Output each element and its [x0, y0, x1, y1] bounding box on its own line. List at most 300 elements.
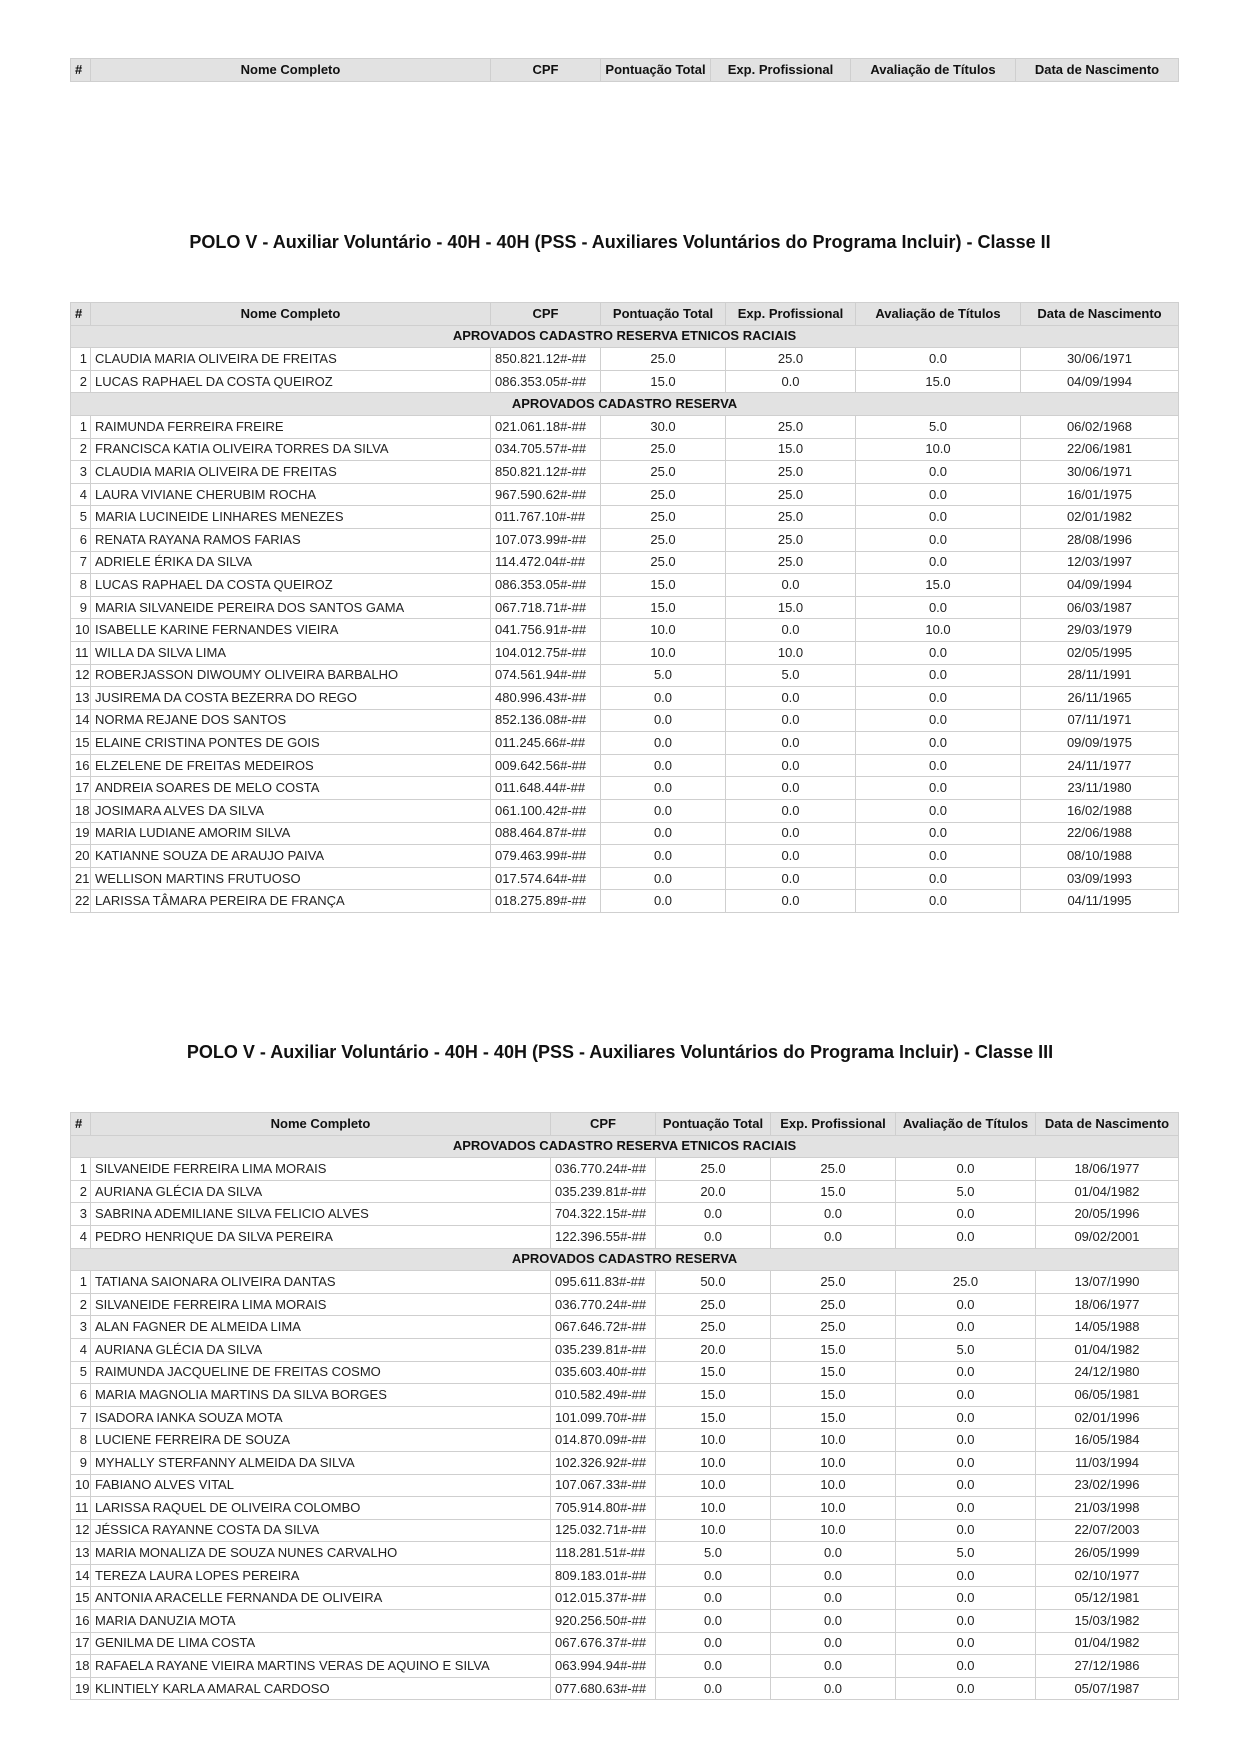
- name-cell: CLAUDIA MARIA OLIVEIRA DE FREITAS: [91, 461, 491, 484]
- rank-cell: 12: [71, 664, 91, 687]
- experience-cell: 10.0: [726, 641, 856, 664]
- table-row: [71, 461, 1179, 484]
- column-header: Data de Nascimento: [1036, 1113, 1179, 1136]
- column-header: Exp. Profissional: [711, 59, 851, 82]
- rank-cell: 6: [71, 528, 91, 551]
- table-row: [71, 415, 1179, 438]
- experience-cell: 0.0: [726, 845, 856, 868]
- name-cell: MYHALLY STERFANNY ALMEIDA DA SILVA: [91, 1451, 551, 1474]
- birthdate-cell: 28/11/1991: [1021, 664, 1179, 687]
- rank-cell: 18: [71, 1655, 91, 1678]
- cpf-cell: 010.582.49#-##: [551, 1384, 656, 1407]
- name-cell: ADRIELE ÉRIKA DA SILVA: [91, 551, 491, 574]
- rank-cell: 1: [71, 1271, 91, 1294]
- experience-cell: 0.0: [726, 754, 856, 777]
- experience-cell: 0.0: [771, 1542, 896, 1565]
- table-row: [71, 1316, 1179, 1339]
- experience-cell: 0.0: [771, 1632, 896, 1655]
- group-label: APROVADOS CADASTRO RESERVA: [71, 1248, 1179, 1271]
- total-score-cell: 25.0: [656, 1316, 771, 1339]
- rank-cell: 10: [71, 1474, 91, 1497]
- column-header: Pontuação Total: [656, 1113, 771, 1136]
- name-cell: KATIANNE SOUZA DE ARAUJO PAIVA: [91, 845, 491, 868]
- titles-cell: 0.0: [896, 1451, 1036, 1474]
- total-score-cell: 25.0: [656, 1293, 771, 1316]
- rank-cell: 1: [71, 415, 91, 438]
- rank-cell: 4: [71, 1338, 91, 1361]
- total-score-cell: 0.0: [656, 1655, 771, 1678]
- experience-cell: 0.0: [726, 867, 856, 890]
- titles-cell: 0.0: [896, 1429, 1036, 1452]
- table-row: [71, 867, 1179, 890]
- column-header: Pontuação Total: [601, 303, 726, 326]
- cpf-cell: 036.770.24#-##: [551, 1158, 656, 1181]
- table-row: [71, 1271, 1179, 1294]
- rank-cell: 10: [71, 619, 91, 642]
- birthdate-cell: 21/03/1998: [1036, 1497, 1179, 1520]
- total-score-cell: 0.0: [601, 867, 726, 890]
- cpf-cell: 067.646.72#-##: [551, 1316, 656, 1339]
- birthdate-cell: 26/11/1965: [1021, 687, 1179, 710]
- titles-cell: 0.0: [896, 1587, 1036, 1610]
- titles-cell: 5.0: [856, 415, 1021, 438]
- experience-cell: 0.0: [771, 1610, 896, 1633]
- birthdate-cell: 01/04/1982: [1036, 1338, 1179, 1361]
- table-row: [71, 528, 1179, 551]
- total-score-cell: 25.0: [601, 528, 726, 551]
- birthdate-cell: 18/06/1977: [1036, 1293, 1179, 1316]
- name-cell: JUSIREMA DA COSTA BEZERRA DO REGO: [91, 687, 491, 710]
- total-score-cell: 25.0: [601, 551, 726, 574]
- rank-cell: 14: [71, 709, 91, 732]
- table-row: [71, 641, 1179, 664]
- experience-cell: 0.0: [771, 1564, 896, 1587]
- cpf-cell: 920.256.50#-##: [551, 1610, 656, 1633]
- titles-cell: 0.0: [856, 483, 1021, 506]
- experience-cell: 0.0: [726, 732, 856, 755]
- table-row: [71, 1293, 1179, 1316]
- birthdate-cell: 05/12/1981: [1036, 1587, 1179, 1610]
- table-row: [71, 1497, 1179, 1520]
- experience-cell: 5.0: [726, 664, 856, 687]
- table-row: [71, 687, 1179, 710]
- table-row: [71, 1158, 1179, 1181]
- table-row: [71, 1564, 1179, 1587]
- experience-cell: 25.0: [771, 1293, 896, 1316]
- table-row: [71, 1632, 1179, 1655]
- birthdate-cell: 09/02/2001: [1036, 1225, 1179, 1248]
- table-row: [71, 1384, 1179, 1407]
- experience-cell: 10.0: [771, 1474, 896, 1497]
- name-cell: WELLISON MARTINS FRUTUOSO: [91, 867, 491, 890]
- total-score-cell: 0.0: [601, 709, 726, 732]
- rank-cell: 19: [71, 822, 91, 845]
- total-score-cell: 0.0: [601, 732, 726, 755]
- experience-cell: 0.0: [771, 1677, 896, 1700]
- group-label: APROVADOS CADASTRO RESERVA ETNICOS RACIAIS: [71, 1135, 1179, 1158]
- cpf-cell: 118.281.51#-##: [551, 1542, 656, 1565]
- total-score-cell: 10.0: [656, 1497, 771, 1520]
- birthdate-cell: 18/06/1977: [1036, 1158, 1179, 1181]
- rank-cell: 15: [71, 1587, 91, 1610]
- group-header-row: [71, 393, 1179, 416]
- column-header: CPF: [491, 303, 601, 326]
- column-header: Nome Completo: [91, 1113, 551, 1136]
- cpf-cell: 035.239.81#-##: [551, 1338, 656, 1361]
- birthdate-cell: 20/05/1996: [1036, 1203, 1179, 1226]
- name-cell: AURIANA GLÉCIA DA SILVA: [91, 1180, 551, 1203]
- titles-cell: 0.0: [896, 1361, 1036, 1384]
- titles-cell: 0.0: [856, 800, 1021, 823]
- name-cell: WILLA DA SILVA LIMA: [91, 641, 491, 664]
- cpf-cell: 852.136.08#-##: [491, 709, 601, 732]
- name-cell: CLAUDIA MARIA OLIVEIRA DE FREITAS: [91, 348, 491, 371]
- total-score-cell: 0.0: [656, 1225, 771, 1248]
- experience-cell: 15.0: [726, 596, 856, 619]
- name-cell: ALAN FAGNER DE ALMEIDA LIMA: [91, 1316, 551, 1339]
- rank-cell: 17: [71, 1632, 91, 1655]
- titles-cell: 0.0: [896, 1610, 1036, 1633]
- titles-cell: 0.0: [896, 1564, 1036, 1587]
- total-score-cell: 0.0: [656, 1677, 771, 1700]
- table-row: [71, 1203, 1179, 1226]
- cpf-cell: 088.464.87#-##: [491, 822, 601, 845]
- name-cell: RAIMUNDA FERREIRA FREIRE: [91, 415, 491, 438]
- name-cell: MARIA MAGNOLIA MARTINS DA SILVA BORGES: [91, 1384, 551, 1407]
- total-score-cell: 0.0: [601, 754, 726, 777]
- titles-cell: 0.0: [896, 1316, 1036, 1339]
- total-score-cell: 15.0: [601, 370, 726, 393]
- total-score-cell: 25.0: [601, 348, 726, 371]
- table-row: [71, 709, 1179, 732]
- experience-cell: 0.0: [771, 1203, 896, 1226]
- birthdate-cell: 28/08/1996: [1021, 528, 1179, 551]
- name-cell: LARISSA TÂMARA PEREIRA DE FRANÇA: [91, 890, 491, 913]
- cpf-cell: 480.996.43#-##: [491, 687, 601, 710]
- birthdate-cell: 22/06/1988: [1021, 822, 1179, 845]
- experience-cell: 0.0: [771, 1587, 896, 1610]
- birthdate-cell: 26/05/1999: [1036, 1542, 1179, 1565]
- column-header: Avaliação de Títulos: [896, 1113, 1036, 1136]
- cpf-cell: 034.705.57#-##: [491, 438, 601, 461]
- experience-cell: 15.0: [771, 1406, 896, 1429]
- experience-cell: 25.0: [726, 415, 856, 438]
- cpf-cell: 114.472.04#-##: [491, 551, 601, 574]
- experience-cell: 15.0: [726, 438, 856, 461]
- total-score-cell: 15.0: [656, 1384, 771, 1407]
- name-cell: LAURA VIVIANE CHERUBIM ROCHA: [91, 483, 491, 506]
- titles-cell: 0.0: [856, 528, 1021, 551]
- group-label: APROVADOS CADASTRO RESERVA: [71, 393, 1179, 416]
- name-cell: FABIANO ALVES VITAL: [91, 1474, 551, 1497]
- cpf-cell: 011.648.44#-##: [491, 777, 601, 800]
- cpf-cell: 850.821.12#-##: [491, 348, 601, 371]
- rank-cell: 5: [71, 1361, 91, 1384]
- rank-cell: 13: [71, 687, 91, 710]
- birthdate-cell: 02/01/1996: [1036, 1406, 1179, 1429]
- titles-cell: 15.0: [856, 574, 1021, 597]
- column-header: Nome Completo: [91, 303, 491, 326]
- table-row: [71, 1338, 1179, 1361]
- cpf-cell: 012.015.37#-##: [551, 1587, 656, 1610]
- cpf-cell: 125.032.71#-##: [551, 1519, 656, 1542]
- group-header-row: [71, 325, 1179, 348]
- birthdate-cell: 16/02/1988: [1021, 800, 1179, 823]
- experience-cell: 15.0: [771, 1180, 896, 1203]
- total-score-cell: 10.0: [656, 1474, 771, 1497]
- total-score-cell: 20.0: [656, 1180, 771, 1203]
- total-score-cell: 25.0: [656, 1158, 771, 1181]
- experience-cell: 0.0: [726, 709, 856, 732]
- total-score-cell: 15.0: [601, 596, 726, 619]
- name-cell: MARIA LUDIANE AMORIM SILVA: [91, 822, 491, 845]
- experience-cell: 0.0: [726, 800, 856, 823]
- cpf-cell: 086.353.05#-##: [491, 370, 601, 393]
- rank-cell: 9: [71, 1451, 91, 1474]
- cpf-cell: 014.870.09#-##: [551, 1429, 656, 1452]
- titles-cell: 0.0: [896, 1293, 1036, 1316]
- cpf-cell: 704.322.15#-##: [551, 1203, 656, 1226]
- total-score-cell: 10.0: [601, 641, 726, 664]
- total-score-cell: 0.0: [601, 777, 726, 800]
- column-header: CPF: [491, 59, 601, 82]
- total-score-cell: 0.0: [656, 1203, 771, 1226]
- name-cell: RAFAELA RAYANE VIEIRA MARTINS VERAS DE AQUINO E SILVA: [91, 1655, 551, 1678]
- table-row: [71, 732, 1179, 755]
- total-score-cell: 0.0: [656, 1564, 771, 1587]
- name-cell: GENILMA DE LIMA COSTA: [91, 1632, 551, 1655]
- experience-cell: 25.0: [726, 348, 856, 371]
- titles-cell: 0.0: [896, 1406, 1036, 1429]
- table-row: [71, 1587, 1179, 1610]
- birthdate-cell: 22/06/1981: [1021, 438, 1179, 461]
- experience-cell: 10.0: [771, 1429, 896, 1452]
- rank-cell: 1: [71, 348, 91, 371]
- name-cell: ELZELENE DE FREITAS MEDEIROS: [91, 754, 491, 777]
- cpf-cell: 122.396.55#-##: [551, 1225, 656, 1248]
- rank-cell: 22: [71, 890, 91, 913]
- name-cell: MARIA SILVANEIDE PEREIRA DOS SANTOS GAMA: [91, 596, 491, 619]
- rank-cell: 9: [71, 596, 91, 619]
- cpf-cell: 041.756.91#-##: [491, 619, 601, 642]
- name-cell: SABRINA ADEMILIANE SILVA FELICIO ALVES: [91, 1203, 551, 1226]
- cpf-cell: 035.239.81#-##: [551, 1180, 656, 1203]
- birthdate-cell: 30/06/1971: [1021, 461, 1179, 484]
- name-cell: RENATA RAYANA RAMOS FARIAS: [91, 528, 491, 551]
- experience-cell: 0.0: [726, 370, 856, 393]
- table-row: [71, 506, 1179, 529]
- rank-cell: 11: [71, 641, 91, 664]
- column-header: Exp. Profissional: [726, 303, 856, 326]
- table-row: [71, 1677, 1179, 1700]
- table-row: [71, 574, 1179, 597]
- cpf-cell: 036.770.24#-##: [551, 1293, 656, 1316]
- experience-cell: 25.0: [726, 528, 856, 551]
- table-row: [71, 1474, 1179, 1497]
- name-cell: AURIANA GLÉCIA DA SILVA: [91, 1338, 551, 1361]
- total-score-cell: 5.0: [656, 1542, 771, 1565]
- birthdate-cell: 27/12/1986: [1036, 1655, 1179, 1678]
- titles-cell: 0.0: [896, 1474, 1036, 1497]
- titles-cell: 0.0: [856, 348, 1021, 371]
- experience-cell: 10.0: [771, 1451, 896, 1474]
- birthdate-cell: 06/02/1968: [1021, 415, 1179, 438]
- titles-cell: 0.0: [896, 1497, 1036, 1520]
- results-table-classe-iii: [70, 1112, 1179, 1700]
- name-cell: NORMA REJANE DOS SANTOS: [91, 709, 491, 732]
- cpf-cell: 079.463.99#-##: [491, 845, 601, 868]
- cpf-cell: 102.326.92#-##: [551, 1451, 656, 1474]
- name-cell: LUCIENE FERREIRA DE SOUZA: [91, 1429, 551, 1452]
- table-row: [71, 800, 1179, 823]
- name-cell: RAIMUNDA JACQUELINE DE FREITAS COSMO: [91, 1361, 551, 1384]
- cpf-cell: 107.067.33#-##: [551, 1474, 656, 1497]
- experience-cell: 0.0: [726, 890, 856, 913]
- total-score-cell: 15.0: [656, 1361, 771, 1384]
- name-cell: ISADORA IANKA SOUZA MOTA: [91, 1406, 551, 1429]
- table-row: [71, 370, 1179, 393]
- name-cell: SILVANEIDE FERREIRA LIMA MORAIS: [91, 1293, 551, 1316]
- titles-cell: 10.0: [856, 619, 1021, 642]
- birthdate-cell: 04/11/1995: [1021, 890, 1179, 913]
- birthdate-cell: 30/06/1971: [1021, 348, 1179, 371]
- total-score-cell: 25.0: [601, 483, 726, 506]
- total-score-cell: 10.0: [656, 1519, 771, 1542]
- cpf-cell: 017.574.64#-##: [491, 867, 601, 890]
- group-label: APROVADOS CADASTRO RESERVA ETNICOS RACIAIS: [71, 325, 1179, 348]
- table-row: [71, 777, 1179, 800]
- total-score-cell: 10.0: [656, 1451, 771, 1474]
- table-header-row: [71, 1113, 1179, 1136]
- titles-cell: 0.0: [896, 1203, 1036, 1226]
- titles-cell: 0.0: [856, 732, 1021, 755]
- titles-cell: 0.0: [856, 506, 1021, 529]
- experience-cell: 10.0: [771, 1519, 896, 1542]
- titles-cell: 0.0: [896, 1158, 1036, 1181]
- experience-cell: 0.0: [771, 1655, 896, 1678]
- titles-cell: 0.0: [856, 754, 1021, 777]
- rank-cell: 4: [71, 483, 91, 506]
- experience-cell: 25.0: [771, 1271, 896, 1294]
- name-cell: TATIANA SAIONARA OLIVEIRA DANTAS: [91, 1271, 551, 1294]
- experience-cell: 15.0: [771, 1338, 896, 1361]
- birthdate-cell: 23/11/1980: [1021, 777, 1179, 800]
- rank-cell: 4: [71, 1225, 91, 1248]
- cpf-cell: 077.680.63#-##: [551, 1677, 656, 1700]
- rank-cell: 11: [71, 1497, 91, 1520]
- total-score-cell: 0.0: [601, 845, 726, 868]
- total-score-cell: 0.0: [656, 1632, 771, 1655]
- titles-cell: 5.0: [896, 1542, 1036, 1565]
- column-header: Avaliação de Títulos: [851, 59, 1016, 82]
- rank-cell: 3: [71, 1203, 91, 1226]
- birthdate-cell: 02/05/1995: [1021, 641, 1179, 664]
- titles-cell: 5.0: [896, 1180, 1036, 1203]
- experience-cell: 25.0: [726, 483, 856, 506]
- total-score-cell: 0.0: [656, 1610, 771, 1633]
- column-header: Pontuação Total: [601, 59, 711, 82]
- name-cell: ANTONIA ARACELLE FERNANDA DE OLIVEIRA: [91, 1587, 551, 1610]
- table-row: [71, 845, 1179, 868]
- section-title: POLO V - Auxiliar Voluntário - 40H - 40H (PSS - Auxiliares Voluntários do Programa Incluir) - Classe II: [189, 232, 1051, 252]
- titles-cell: 0.0: [896, 1225, 1036, 1248]
- column-header: Data de Nascimento: [1021, 303, 1179, 326]
- birthdate-cell: 02/01/1982: [1021, 506, 1179, 529]
- column-header: #: [71, 303, 91, 326]
- table-row: [71, 619, 1179, 642]
- cpf-cell: 705.914.80#-##: [551, 1497, 656, 1520]
- experience-cell: 25.0: [771, 1316, 896, 1339]
- table-row: [71, 438, 1179, 461]
- cpf-cell: 101.099.70#-##: [551, 1406, 656, 1429]
- total-score-cell: 25.0: [601, 506, 726, 529]
- titles-cell: 0.0: [856, 777, 1021, 800]
- experience-cell: 0.0: [726, 777, 856, 800]
- titles-cell: 0.0: [896, 1655, 1036, 1678]
- birthdate-cell: 16/01/1975: [1021, 483, 1179, 506]
- experience-cell: 25.0: [726, 506, 856, 529]
- rank-cell: 3: [71, 1316, 91, 1339]
- table-row: [71, 483, 1179, 506]
- total-score-cell: 10.0: [601, 619, 726, 642]
- cpf-cell: 011.767.10#-##: [491, 506, 601, 529]
- name-cell: ROBERJASSON DIWOUMY OLIVEIRA BARBALHO: [91, 664, 491, 687]
- table-row: [71, 822, 1179, 845]
- cpf-cell: 061.100.42#-##: [491, 800, 601, 823]
- cpf-cell: 009.642.56#-##: [491, 754, 601, 777]
- rank-cell: 13: [71, 1542, 91, 1565]
- experience-cell: 0.0: [726, 574, 856, 597]
- experience-cell: 10.0: [771, 1497, 896, 1520]
- rank-cell: 18: [71, 800, 91, 823]
- rank-cell: 8: [71, 1429, 91, 1452]
- birthdate-cell: 22/07/2003: [1036, 1519, 1179, 1542]
- birthdate-cell: 05/07/1987: [1036, 1677, 1179, 1700]
- experience-cell: 15.0: [771, 1384, 896, 1407]
- cpf-cell: 067.676.37#-##: [551, 1632, 656, 1655]
- cpf-cell: 021.061.18#-##: [491, 415, 601, 438]
- birthdate-cell: 01/04/1982: [1036, 1632, 1179, 1655]
- birthdate-cell: 06/05/1981: [1036, 1384, 1179, 1407]
- total-score-cell: 15.0: [656, 1406, 771, 1429]
- results-table-top: [70, 58, 1179, 82]
- table-row: [71, 348, 1179, 371]
- group-header-row: [71, 1248, 1179, 1271]
- cpf-cell: 086.353.05#-##: [491, 574, 601, 597]
- name-cell: PEDRO HENRIQUE DA SILVA PEREIRA: [91, 1225, 551, 1248]
- cpf-cell: 107.073.99#-##: [491, 528, 601, 551]
- section-title: POLO V - Auxiliar Voluntário - 40H - 40H (PSS - Auxiliares Voluntários do Programa Incluir) - Classe III: [186, 1042, 1054, 1062]
- birthdate-cell: 08/10/1988: [1021, 845, 1179, 868]
- table-header-row: [71, 303, 1179, 326]
- birthdate-cell: 15/03/1982: [1036, 1610, 1179, 1633]
- cpf-cell: 104.012.75#-##: [491, 641, 601, 664]
- rank-cell: 17: [71, 777, 91, 800]
- name-cell: MARIA DANUZIA MOTA: [91, 1610, 551, 1633]
- table-row: [71, 1361, 1179, 1384]
- name-cell: FRANCISCA KATIA OLIVEIRA TORRES DA SILVA: [91, 438, 491, 461]
- titles-cell: 10.0: [856, 438, 1021, 461]
- cpf-cell: 011.245.66#-##: [491, 732, 601, 755]
- total-score-cell: 5.0: [601, 664, 726, 687]
- name-cell: SILVANEIDE FERREIRA LIMA MORAIS: [91, 1158, 551, 1181]
- rank-cell: 2: [71, 370, 91, 393]
- total-score-cell: 50.0: [656, 1271, 771, 1294]
- name-cell: LARISSA RAQUEL DE OLIVEIRA COLOMBO: [91, 1497, 551, 1520]
- column-header: #: [71, 1113, 91, 1136]
- name-cell: LUCAS RAPHAEL DA COSTA QUEIROZ: [91, 574, 491, 597]
- titles-cell: 0.0: [856, 664, 1021, 687]
